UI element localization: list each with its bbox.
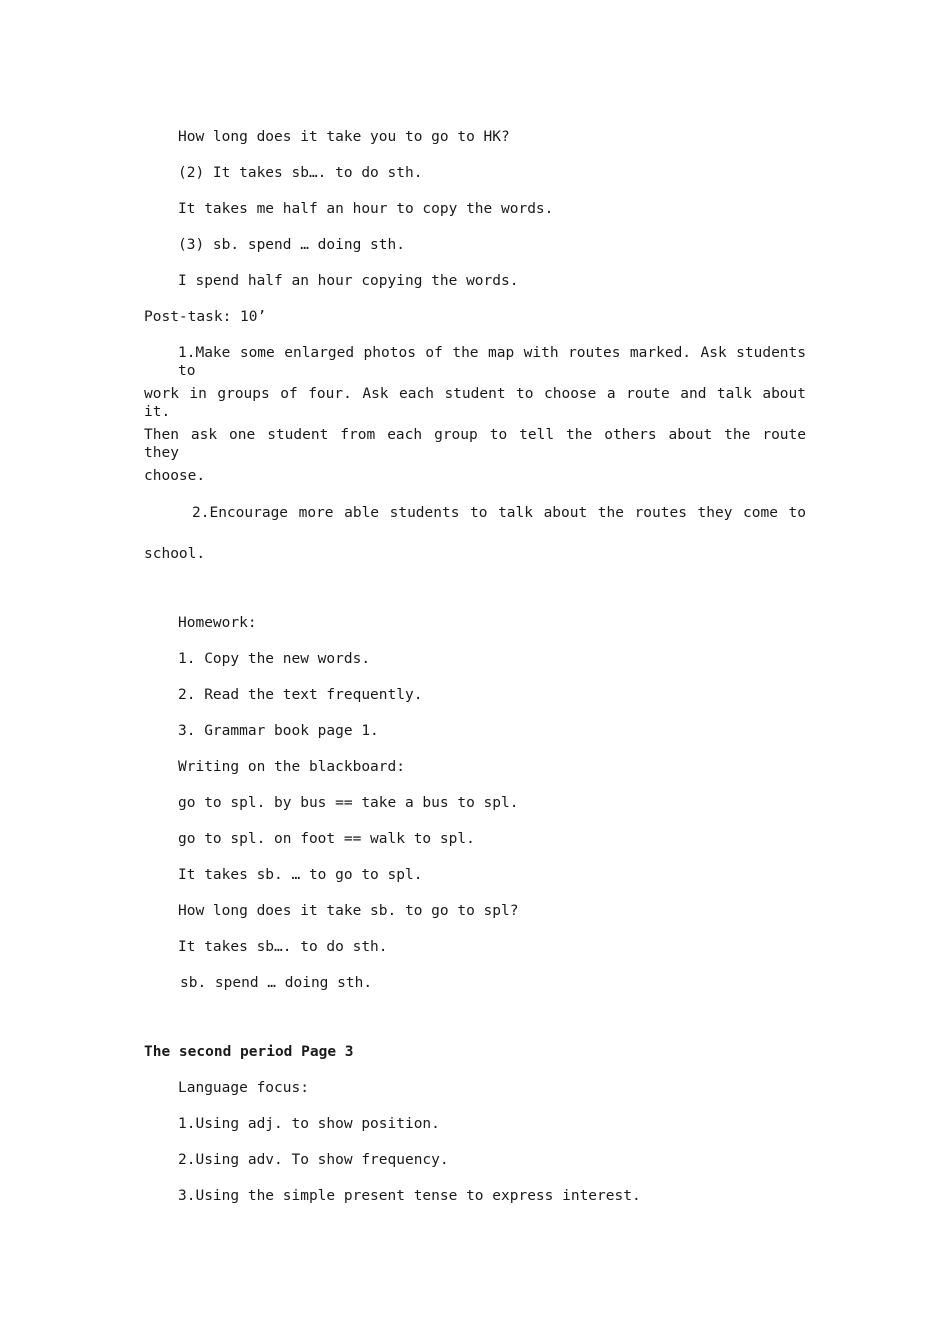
section-heading-blackboard: Writing on the blackboard: <box>178 759 405 775</box>
section-title-second-period: The second period Page 3 <box>144 1044 354 1060</box>
text-line: sb. spend … doing sth. <box>180 975 373 991</box>
paragraph-line: school. <box>144 546 206 562</box>
list-item: 3. Grammar book page 1. <box>178 723 379 739</box>
paragraph-line: Then ask one student from each group to tell the others about the route they <box>144 427 806 461</box>
paragraph-line: choose. <box>144 468 206 484</box>
text-line: go to spl. on foot == walk to spl. <box>178 831 475 847</box>
text-line: How long does it take sb. to go to spl? <box>178 903 519 919</box>
section-heading-post-task: Post-task: 10’ <box>144 309 267 325</box>
text-line: I spend half an hour copying the words. <box>178 273 519 289</box>
list-item: 1.Using adj. to show position. <box>178 1116 440 1132</box>
list-item: 2.Using adv. To show frequency. <box>178 1152 449 1168</box>
paragraph-line: 2.Encourage more able students to talk about the routes they come to <box>192 505 806 521</box>
text-line: It takes sb. … to go to spl. <box>178 867 423 883</box>
text-line: It takes sb…. to do sth. <box>178 939 388 955</box>
paragraph-line: work in groups of four. Ask each student to choose a route and talk about it. <box>144 386 806 420</box>
text-line: go to spl. by bus == take a bus to spl. <box>178 795 519 811</box>
paragraph-line: 1.Make some enlarged photos of the map with routes marked. Ask students to <box>178 345 806 379</box>
text-line: How long does it take you to go to HK? <box>178 129 510 145</box>
list-item: 2. Read the text frequently. <box>178 687 423 703</box>
list-item: 1. Copy the new words. <box>178 651 371 667</box>
list-item: 3.Using the simple present tense to express interest. <box>178 1188 641 1204</box>
section-heading-language-focus: Language focus: <box>178 1080 309 1096</box>
text-line: It takes me half an hour to copy the words. <box>178 201 554 217</box>
section-heading-homework: Homework: <box>178 615 257 631</box>
text-line: (3) sb. spend … doing sth. <box>178 237 405 253</box>
text-line: (2) It takes sb…. to do sth. <box>178 165 423 181</box>
